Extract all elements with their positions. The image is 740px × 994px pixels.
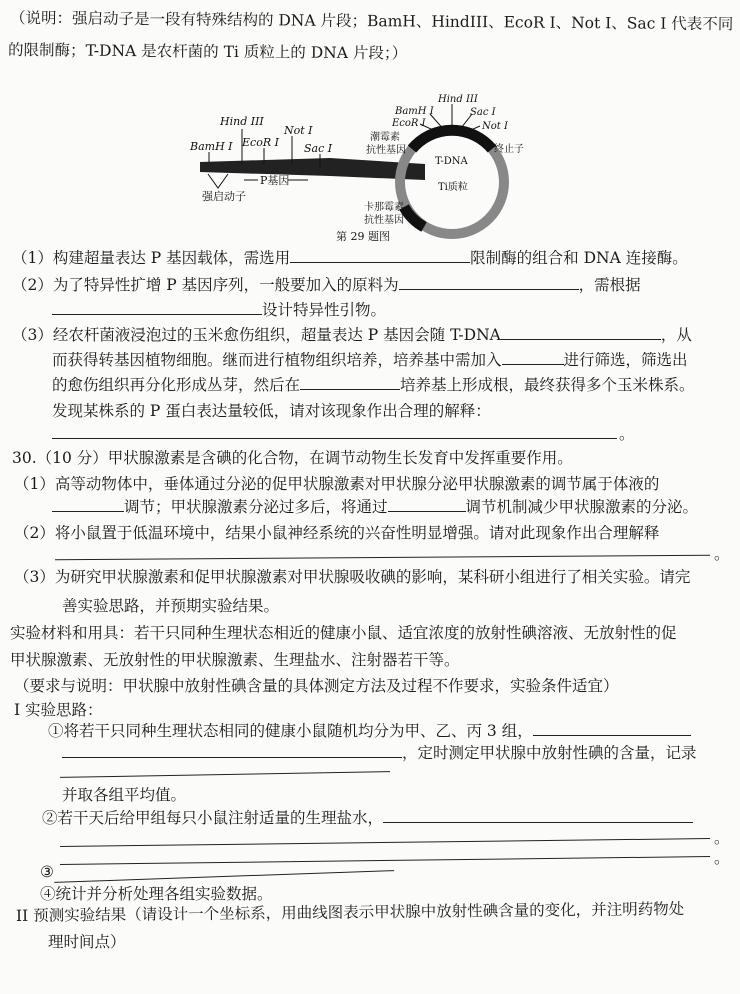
q29-p3-text-c: 而获得转基因植物细胞。继而进行植物组织培养，培养基中需加入 [52,351,502,369]
requirement-note: （要求与说明：甲状腺中放射性碘含量的具体测定方法及过程不作要求，实验条件适宜） [14,677,619,695]
site-sac1: Sac I [304,142,333,155]
q30-part1: （1）高等动物体中，垂体通过分泌的促甲状腺激素对甲状腺分泌甲状腺激素的调节属于体液的 [14,475,660,493]
q29-p1-text: （1）构建超量表达 P 基因载体，需选用 [12,249,291,267]
answer-blank[interactable] [533,721,691,736]
answer-blank[interactable] [383,808,693,823]
q29-p3-text: （3）经农杆菌液浸泡过的玉米愈伤组织，超量表达 P 基因会随 T-DNA [12,326,501,344]
q30-part3-cont: 善实验思路，并预期实验结果。 [62,597,280,615]
answer-blank[interactable] [290,248,470,263]
answer-line[interactable] [52,438,617,439]
q30-head: 30.（10 分）甲状腺激素是含碘的化合物，在调节动物生长发育中发挥重要作用。 [12,449,573,467]
q29-part3-line4: 发现某株系的 P 蛋白表达量较低，请对该现象作出合理的解释： [52,402,491,420]
idea-title: I 实验思路： [14,701,103,719]
q29-p3-text-f: 培养基上形成根，最终获得多个玉米株系。 [400,376,695,394]
answer-blank[interactable] [62,743,402,758]
step-2 [42,808,693,828]
step-1-end: 并取各组平均值。 [62,786,187,804]
q30-part2: （2）将小鼠置于低温环境中，结果小鼠神经系统的兴奋性明显增强。请对此现象作出合理解释 [14,524,660,542]
answer-line[interactable] [60,771,390,778]
t-dna-label: T-DNA [435,156,468,167]
answer-blank[interactable] [501,325,661,340]
step1-text-b: ，定时测定甲状腺中放射性碘的含量，记录 [402,744,697,762]
ring-site-bamh1: BamH I [395,106,434,117]
q29-part3 [12,325,692,345]
site-not1: Not I [284,124,313,137]
step-3 [40,862,394,882]
period: 。 [714,829,730,847]
ti-plasmid-label: Ti质粒 [438,182,468,193]
note-line-2: 的限制酶；T-DNA 是农杆菌的 Ti 质粒上的 DNA 片段；） [7,41,408,63]
q29-p1-text-end: 限制酶的组合和 DNA 连接酶。 [470,249,688,267]
q29-p2-text-mid: ，需根据 [578,276,641,294]
step3-text: ③ [40,863,54,881]
q29-part2 [12,275,641,295]
q29-part3-line3 [52,375,695,395]
ring-site-not1: Not I [482,121,508,132]
answer-blank[interactable] [388,497,466,512]
t-dna-region [412,130,492,149]
answer-blank[interactable] [502,350,564,365]
dna-strip [200,158,425,180]
period: 。 [714,545,730,563]
q29-p2-text-end: 设计特异性引物。 [262,301,387,319]
q30-s1-text-b: 调节；甲状腺激素分泌过多后，将通过 [124,498,388,516]
q29-p3-text-e: 的愈伤组织再分化形成丛芽，然后在 [52,376,301,394]
step-1-cont [62,743,697,763]
promoter-label: 强启动子 [202,190,246,203]
q29-part2-cont [52,300,386,320]
result-line-2: 理时间点） [48,933,126,951]
step-1 [48,721,691,741]
ring-site-sac1: Sac I [470,107,496,118]
q29-part3-line2 [52,350,688,370]
answer-line[interactable] [60,838,710,847]
q29-p3-text-d: 进行筛选，筛选出 [563,351,688,369]
ring-site-ecor1: EcoR I [392,118,426,129]
q30-s1-text-c: 调节机制减少甲状腺激素的分泌。 [465,498,699,516]
hyg-label-2: 抗性基因 [366,145,406,156]
p-gene-label: P基因 [260,174,290,187]
answer-blank[interactable] [300,375,400,390]
materials-line-1: 实验材料和用具：若干只同种生理状态相近的健康小鼠、适宜浓度的放射性碘溶液、无放射性的促 [10,624,677,642]
step-4: ④统计并分析处理各组实验数据。 [40,885,273,903]
answer-blank[interactable] [52,497,124,512]
q29-part1 [12,248,688,268]
site-hind3: Hind III [220,115,264,128]
period: 。 [619,425,635,443]
note-line-1: （说明：强启动子是一段有特殊结构的 DNA 片段；BamH、HindIII、EcoR I、Not I、Sac I 代表不同 [9,9,734,34]
site-bamh1: BamH I [190,140,233,153]
figure-29 [180,92,540,242]
materials-line-2: 甲状腺激素、无放射性的甲状腺激素、生理盐水、注射器若干等。 [10,651,460,669]
q30-part1-cont [52,497,698,517]
ring-site-hind3: Hind III [438,94,478,105]
step2-text: ②若干天后给甲组每只小鼠注射适量的生理盐水， [42,809,384,827]
step1-text: ①将若干只同种生理状态相同的健康小鼠随机均分为甲、乙、丙 3 组， [48,722,533,740]
q29-p2-text: （2）为了特异性扩增 P 基因序列，一般要加入的原料为 [12,276,399,294]
hyg-label-1: 潮霉素 [370,132,400,143]
terminator-label: 终止子 [494,144,524,155]
answer-blank[interactable] [399,275,579,290]
answer-blank[interactable] [52,300,262,315]
period: 。 [714,849,730,867]
kan-label-2: 抗性基因 [364,215,404,226]
result-line-1: II 预测实验结果（请设计一个坐标系，用曲线图表示甲状腺中放射性碘含量的变化，并注明药物处 [15,900,685,925]
site-ecor1: EcoR I [242,136,279,149]
kan-label-1: 卡那霉素 [364,202,404,213]
q30-part3: （3）为研究甲状腺激素和促甲状腺激素对甲状腺吸收碘的影响，某科研小组进行了相关实验。请完 [14,568,691,586]
answer-blank[interactable] [54,856,394,883]
q29-p3-text-b: ，从 [660,326,692,344]
promoter-bracket [208,174,228,188]
answer-line[interactable] [55,555,710,561]
figure-caption: 第 29 题图 [336,230,390,242]
